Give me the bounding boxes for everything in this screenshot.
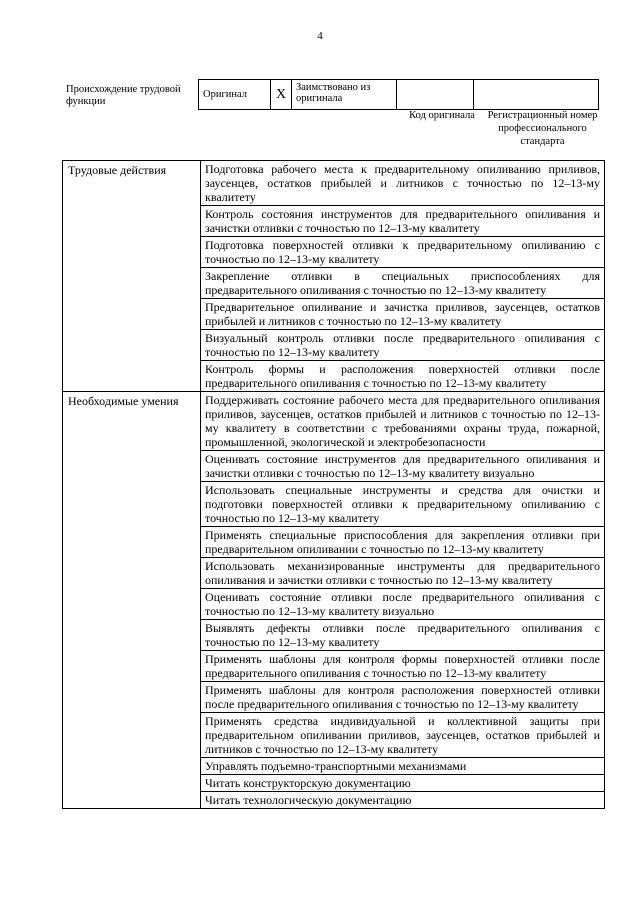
section-item: Визуальный контроль отливки после предварительного опиливания с точностью по 12–13-му квалитету [201, 330, 605, 361]
section-item: Использовать механизированные инструменты для предварительного опиливания и зачистки отливки с точностью по 12–13-му квалитету [201, 558, 605, 589]
section-item: Выявлять дефекты отливки после предварительного опиливания с точностью по 12–13-му квалитету [201, 620, 605, 651]
section-item: Управлять подъемно-транспортными механизмами [201, 758, 605, 775]
section-item: Применять специальные приспособления для закрепления отливки при предварительном опиливании с точностью по 12–13-му квалитету [201, 527, 605, 558]
borrowed-cell: Заимствовано из оригинала [292, 80, 397, 110]
section-item: Оценивать состояние отливки после предварительного опиливания с точностью по 12–13-му квалитету визуально [201, 589, 605, 620]
section-item: Читать конструкторскую документацию [201, 775, 605, 792]
section-item: Оценивать состояние инструментов для предварительного опиливания и зачистки отливки с точностью по 12–13-му квалитету визуально [201, 451, 605, 482]
origin-label: Происхождение трудовой функции [66, 84, 181, 107]
section-item: Читать технологическую документацию [201, 792, 605, 809]
section-title: Необходимые умения [63, 392, 201, 809]
section-title: Трудовые действия [63, 161, 201, 392]
section-item: Подготовка поверхностей отливки к предварительному опиливанию с точностью по 12–13-му квалитету [201, 237, 605, 268]
section-item: Закрепление отливки в специальных приспособлениях для предварительного опиливания с точностью по 12–13-му квалитету [201, 268, 605, 299]
section-item: Контроль формы и расположения поверхностей отливки после предварительного опиливания с точностью по 12–13-му квалитету [201, 361, 605, 392]
section-item: Контроль состояния инструментов для предварительного опиливания и зачистки отливки с точностью по 12–13-му квалитету [201, 206, 605, 237]
origin-table [198, 79, 599, 110]
code-caption: Код оригинала [409, 110, 475, 121]
original-mark: X [271, 80, 292, 110]
section-item: Поддерживать состояние рабочего места для предварительного опиливания приливов, заусенцев, остатков прибылей и литников с точностью по 12–13-му квалитету в соответствии с требованиями охраны труда, пожарной, промышленной, экологической и электробезопасности [201, 392, 605, 451]
section-item: Применять шаблоны для контроля расположения поверхностей отливки после предварительного опиливания с точностью по 12–13-му квалитету [201, 682, 605, 713]
original-code-cell [397, 80, 474, 110]
original-cell: Оригинал [199, 80, 271, 110]
registration-number-cell [474, 80, 599, 110]
table-row [63, 161, 605, 206]
section-item: Использовать специальные инструменты и средства для очистки и подготовки поверхностей отливки к предварительному опиливанию с точностью по 12–13-му квалитету [201, 482, 605, 527]
section-item: Применять средства индивидуальной и коллективной защиты при предварительном опиливании приливов, заусенцев, остатков прибылей и литников с точностью по 12–13-му квалитету [201, 713, 605, 758]
table-row [63, 392, 605, 451]
page-number: 4 [317, 30, 323, 42]
function-table [62, 160, 605, 809]
section-item: Применять шаблоны для контроля формы поверхностей отливки после предварительного опиливания с точностью по 12–13-му квалитету [201, 651, 605, 682]
registration-caption: Регистрационный номер профессионального стандарта [487, 110, 598, 147]
section-item: Предварительное опиливание и зачистка приливов, заусенцев, остатков прибылей и литников с точностью по 12–13-му квалитету [201, 299, 605, 330]
section-item: Подготовка рабочего места к предварительному опиливанию приливов, заусенцев, остатков прибылей и литников с точностью по 12–13-му квалитету [201, 161, 605, 206]
